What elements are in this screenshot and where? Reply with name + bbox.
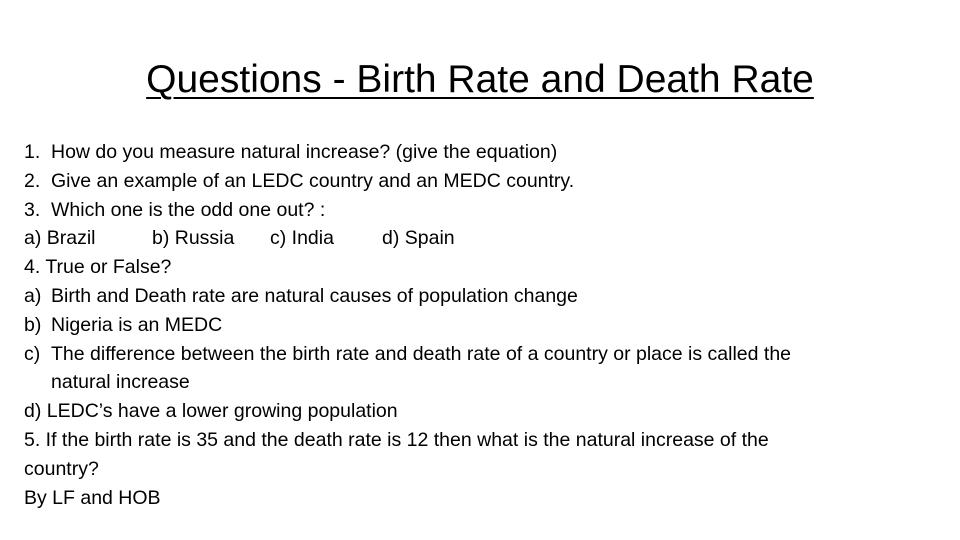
question-5-line-1: 5. If the birth rate is 35 and the death rate is 12 then what is the natural increase of the (24, 428, 769, 451)
slide-body (24, 138, 924, 512)
question-text: Give an example of an LEDC country and an MEDC country. (51, 169, 575, 192)
question-4d: d) LEDC’s have a lower growing population (24, 400, 398, 423)
item-text: Birth and Death rate are natural causes of population change (51, 284, 578, 307)
question-3 (24, 196, 924, 225)
option-b: b) Russia (152, 227, 235, 250)
option-a: a) Brazil (24, 227, 96, 250)
question-4c-continuation (24, 368, 924, 397)
slide-title: Questions - Birth Rate and Death Rate (146, 58, 814, 101)
item-marker: c) (24, 342, 41, 365)
question-2 (24, 167, 924, 196)
question-number: 1. (24, 141, 41, 163)
item-marker: b) (24, 313, 42, 336)
question-3-options (24, 224, 924, 253)
question-text: How do you measure natural increase? (give the equation) (51, 141, 558, 163)
item-marker: a) (24, 284, 42, 307)
byline: By LF and HOB (24, 486, 161, 509)
question-1 (24, 138, 924, 167)
question-number: 2. (24, 169, 41, 192)
question-4b (24, 311, 924, 340)
question-4c (24, 340, 924, 369)
question-5-line-2: country? (24, 457, 99, 480)
option-d: d) Spain (382, 227, 455, 250)
item-text-continuation: natural increase (51, 371, 190, 394)
item-text: The difference between the birth rate and death rate of a country or place is called the (51, 342, 792, 365)
option-c: c) India (270, 227, 334, 250)
question-number: 3. (24, 198, 41, 221)
item-text: Nigeria is an MEDC (51, 313, 223, 336)
question-text: Which one is the odd one out? : (51, 198, 326, 221)
question-4-heading: 4. True or False? (24, 256, 172, 279)
question-4a (24, 282, 924, 311)
